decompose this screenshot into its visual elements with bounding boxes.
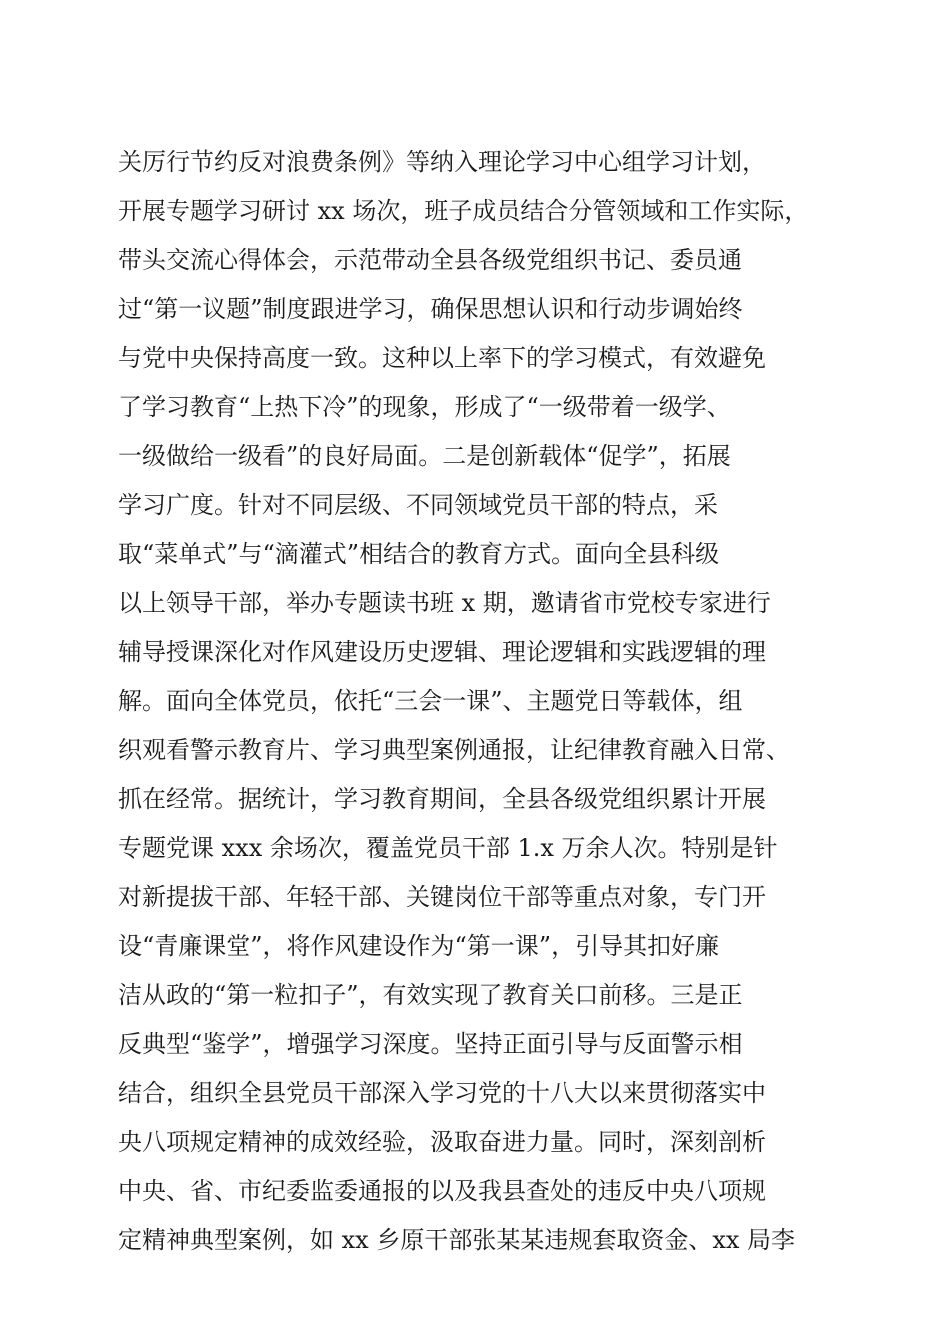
text-line: 一级做给一级看”的良好局面。二是创新载体“促学”，拓展 bbox=[118, 442, 731, 470]
text-line: 设“青廉课堂”，将作风建设作为“第一课”，引导其扣好廉 bbox=[118, 932, 720, 960]
text-line: 以上领导干部，举办专题读书班 x 期，邀请省市党校专家进行 bbox=[118, 589, 771, 617]
text-line: 结合，组织全县党员干部深入学习党的十八大以来贯彻落实中 bbox=[118, 1079, 766, 1107]
text-line: 学习广度。针对不同层级、不同领域党员干部的特点，采 bbox=[118, 491, 718, 519]
text-line: 定精神典型案例，如 xx 乡原干部张某某违规套取资金、xx 局李 bbox=[118, 1226, 796, 1254]
text-line: 央八项规定精神的成效经验，汲取奋进力量。同时，深刻剖析 bbox=[118, 1128, 766, 1156]
text-line: 中央、省、市纪委监委通报的以及我县查处的违反中央八项规 bbox=[118, 1177, 766, 1205]
text-line: 洁从政的“第一粒扣子”，有效实现了教育关口前移。三是正 bbox=[118, 981, 743, 1009]
text-line: 取“菜单式”与“滴灌式”相结合的教育方式。面向全县科级 bbox=[118, 540, 720, 568]
text-line: 与党中央保持高度一致。这种以上率下的学习模式，有效避免 bbox=[118, 344, 766, 372]
body-text bbox=[118, 138, 838, 1265]
text-line: 专题党课 xxx 余场次，覆盖党员干部 1.x 万余人次。特别是针 bbox=[118, 834, 778, 862]
text-line: 了学习教育“上热下冷”的现象，形成了“一级带着一级学、 bbox=[118, 393, 731, 421]
text-line: 对新提拔干部、年轻干部、关键岗位干部等重点对象，专门开 bbox=[118, 883, 766, 911]
text-line: 开展专题学习研讨 xx 场次，班子成员结合分管领域和工作实际， bbox=[118, 197, 809, 225]
text-line: 带头交流心得体会，示范带动全县各级党组织书记、委员通 bbox=[118, 246, 742, 274]
text-line: 辅导授课深化对作风建设历史逻辑、理论逻辑和实践逻辑的理 bbox=[118, 638, 766, 666]
text-line: 抓在经常。据统计，学习教育期间，全县各级党组织累计开展 bbox=[118, 785, 766, 813]
text-line: 过“第一议题”制度跟进学习，确保思想认识和行动步调始终 bbox=[118, 295, 743, 323]
text-line: 织观看警示教育片、学习典型案例通报，让纪律教育融入日常、 bbox=[118, 736, 790, 764]
text-line: 关厉行节约反对浪费条例》等纳入理论学习中心组学习计划， bbox=[118, 148, 766, 176]
text-line: 解。面向全体党员，依托“三会一课”、主题党日等载体，组 bbox=[118, 687, 743, 715]
text-line: 反典型“鉴学”，增强学习深度。坚持正面引导与反面警示相 bbox=[118, 1030, 743, 1058]
